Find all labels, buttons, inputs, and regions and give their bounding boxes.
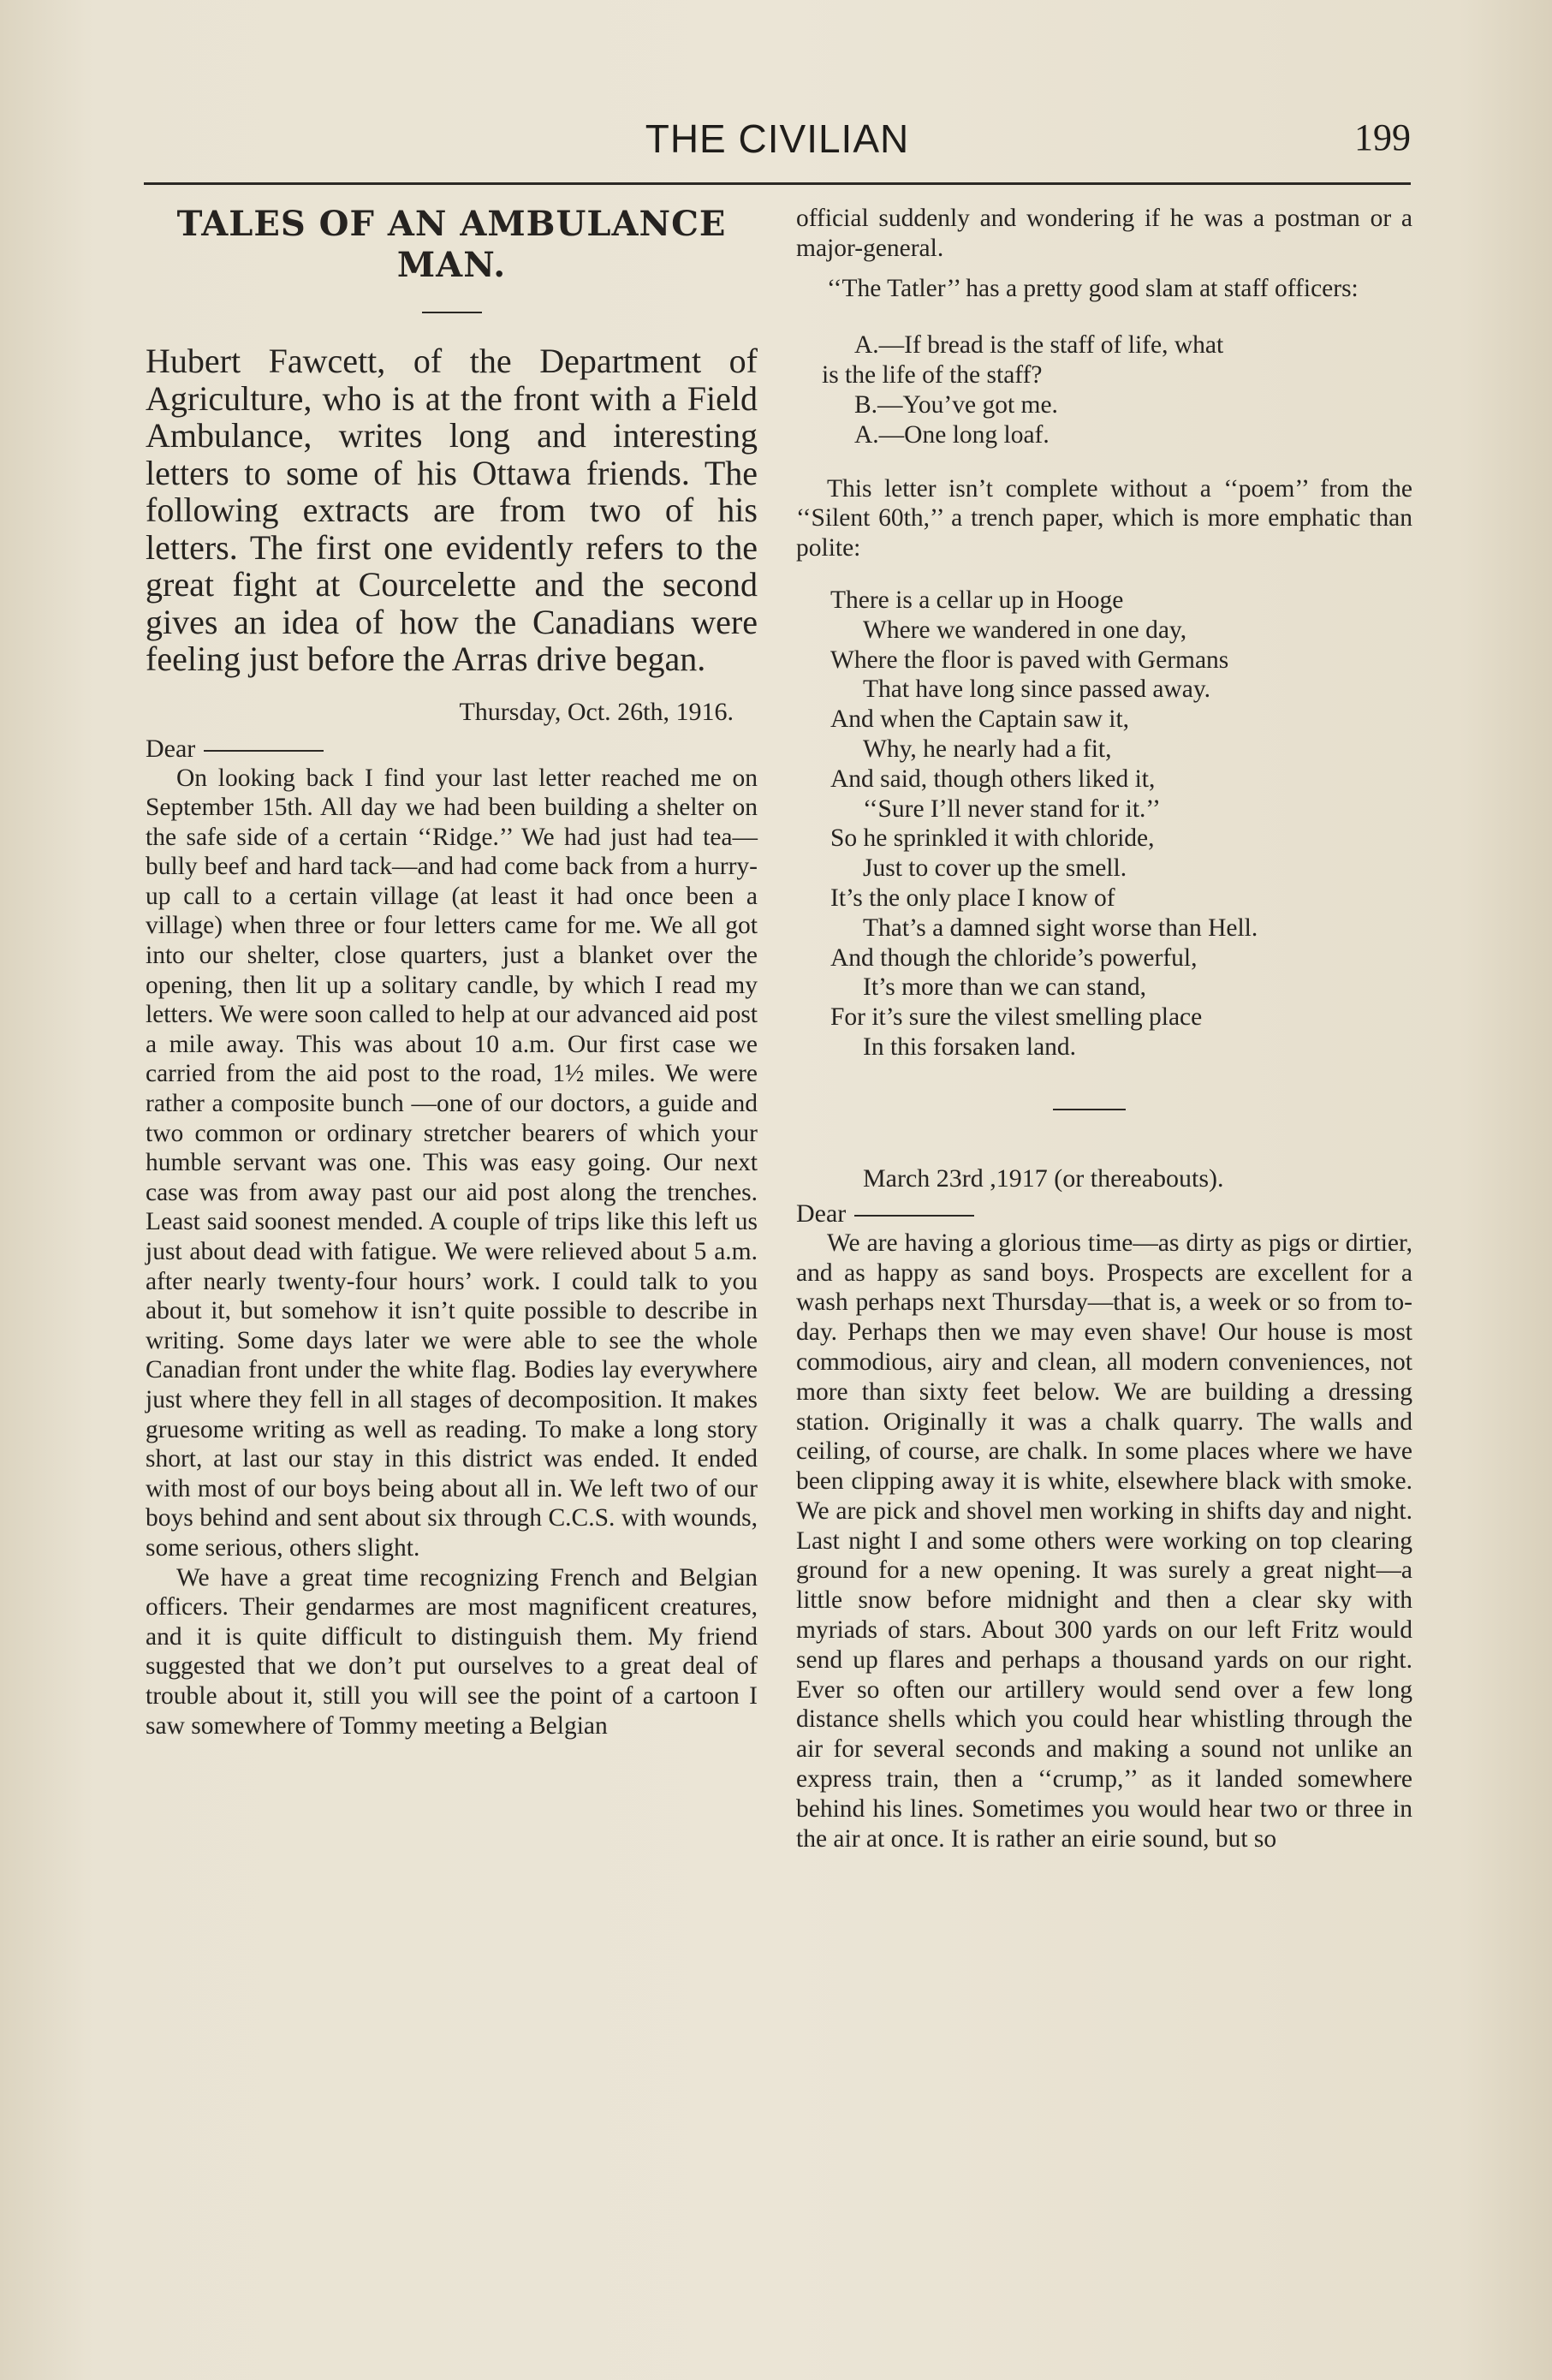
salutation-text: Dear [146,734,196,763]
poem-line: That have long since passed away. [863,675,1211,704]
article-lead: Hubert Fawcett, of the Department of Agriculture, who is at the front with a Field Ambulance, writes long and interesting letters to some of his Ottawa friends. The following extracts are from two of his letters. The first one evidently refers to the great fight at Courcelette and the second gives an idea of how the Canadians were feeling just before the Arras drive began. [146,342,758,678]
letter1-date: Thursday, Oct. 26th, 1916. [459,697,734,726]
joke-line: is the life of the staff? [822,361,1043,390]
trench-poem [830,586,1412,1062]
poem-line: And said, though others liked it, [830,765,1156,793]
publication-title: THE CIVILIAN [645,116,910,161]
letter1-salutation [146,735,758,764]
header-rule [144,182,1411,185]
salutation-blank [854,1215,974,1217]
joke-line: B.—You’ve got me. [854,390,1058,419]
poem-line: Why, he nearly had a fit, [863,735,1112,763]
page-header [144,116,1411,167]
joke-line: A.—If bread is the staff of life, what [854,331,1224,360]
letter2-salutation [796,1199,1412,1229]
salutation-text: Dear [796,1199,847,1228]
poem-line: There is a cellar up in Hooge [830,586,1124,614]
letter1-paragraph-2: We have a great time recognizing French and Belgian officers. Their gendarmes are most magnificent creatures, and it is quite difficult to distinguish them. My friend suggested that we don’t put ourselves to a great deal of trouble about it, still you will see the point of a cartoon I saw somewhere of Tommy meeting a Belgian [146,1563,758,1740]
right-column [796,204,1412,1853]
poem-line: And though the chloride’s powerful, [830,943,1198,972]
poem-line: That’s a damned sight worse than Hell. [863,913,1258,942]
poem-line: It’s more than we can stand, [863,973,1146,1002]
letter1-paragraph-3: official suddenly and wondering if he was a postman or a major-general. [796,205,1412,262]
salutation-blank [204,750,324,752]
letter2-date: March 23rd ,1917 (or thereabouts). [863,1163,1224,1193]
poem-line: In this forsaken land. [863,1032,1077,1061]
poem-line: And when the Captain saw it, [830,705,1130,734]
letter1-paragraph-4: ‘‘The Tatler’’ has a pretty good slam at staff officers: [827,274,1359,302]
poem-line: For it’s sure the vilest smelling place [830,1003,1203,1032]
tatler-joke [822,330,1412,449]
letter2-paragraph-1: We are having a glorious time—as dirty as pigs or dirtier, and as happy as sand boys. Prospects are excellent for a wash perhaps next Thursday—that is, a week or so from to-day. Perhaps then we may even shave! Our house is most commodious, airy and clean, all modern conveniences, not more than sixty feet below. We are building a dressing station. Originally it was a chalk quarry. The walls and ceiling, of course, are chalk. In some places where we have been clipping away it is white, elsewhere black with smoke. We are pick and shovel men working in shifts day and night. Last night I and some others were working on top clearing ground for a new opening. It was surely a great night—a little snow before midnight and then a clear sky with myriads of stars. About 300 yards on our left Fritz would send up flares and perhaps a thousand yards on our right. Ever so often our artillery would send over a few long distance shells which you could hear whistling through the air for several seconds and making a sound not unlike an express train, then a ‘‘crump,’’ as it landed somewhere behind his lines. Sometimes you would hear two or three in the air at once. It is rather an eirie sound, but so [796,1229,1412,1853]
poem-line: Where the floor is paved with Germans [830,646,1229,674]
section-divider [1053,1109,1126,1110]
poem-line: It’s the only place I know of [830,884,1115,912]
poem-line: Just to cover up the smell. [863,854,1127,883]
letter1-paragraph-1: On looking back I find your last letter reached me on September 15th. All day we had been building a shelter on the safe side of a certain ‘‘Ridge.’’ We had just had tea—bully beef and hard tack—and had come back from a hurry-up call to a certain village (at least it had once been a village) when three or four letters came for me. We all got into our shelter, close quarters, just a blanket over the opening, then lit up a solitary candle, by which I read my letters. We were soon called to help at our advanced aid post a mile away. This was about 10 a.m. Our first case we carried from the aid post to the road, 1½ miles. We were rather a composite bunch —one of our doctors, a guide and two common or ordinary stretcher bearers of which your humble servant was one. This was easy going. Our next case was from away past our aid post along the trenches. Least said soonest mended. A couple of trips like this left us just about dead with fatigue. We were relieved about 5 a.m. after nearly twenty-four hours’ work. I could talk to you about it, but somehow it isn’t quite possible to describe in writing. Some days later we were able to see the whole Canadian front under the white flag. Bodies lay everywhere just where they fell in all stages of decomposition. It makes gruesome writing as well as reading. To make a long story short, at last our stay in this district was ended. It ended with most of our boys being about all in. We left two of our boys behind and sent about six through C.C.S. with wounds, some serious, others slight. [146,764,758,1562]
left-column [146,204,758,1740]
poem-line: Where we wandered in one day, [863,616,1187,644]
joke-line: A.—One long loaf. [854,420,1050,449]
headline-divider [422,312,482,313]
letter1-paragraph-5: This letter isn’t complete without a ‘‘poem’’ from the ‘‘Silent 60th,’’ a trench paper, which is more emphatic than polite: [796,474,1412,562]
page-number: 199 [1354,116,1411,158]
poem-line: ‘‘Sure I’ll never stand for it.’’ [863,794,1161,823]
article-headline: TALES OF AN AMBULANCE MAN. [176,204,727,285]
poem-line: So he sprinkled it with chloride, [830,824,1155,853]
